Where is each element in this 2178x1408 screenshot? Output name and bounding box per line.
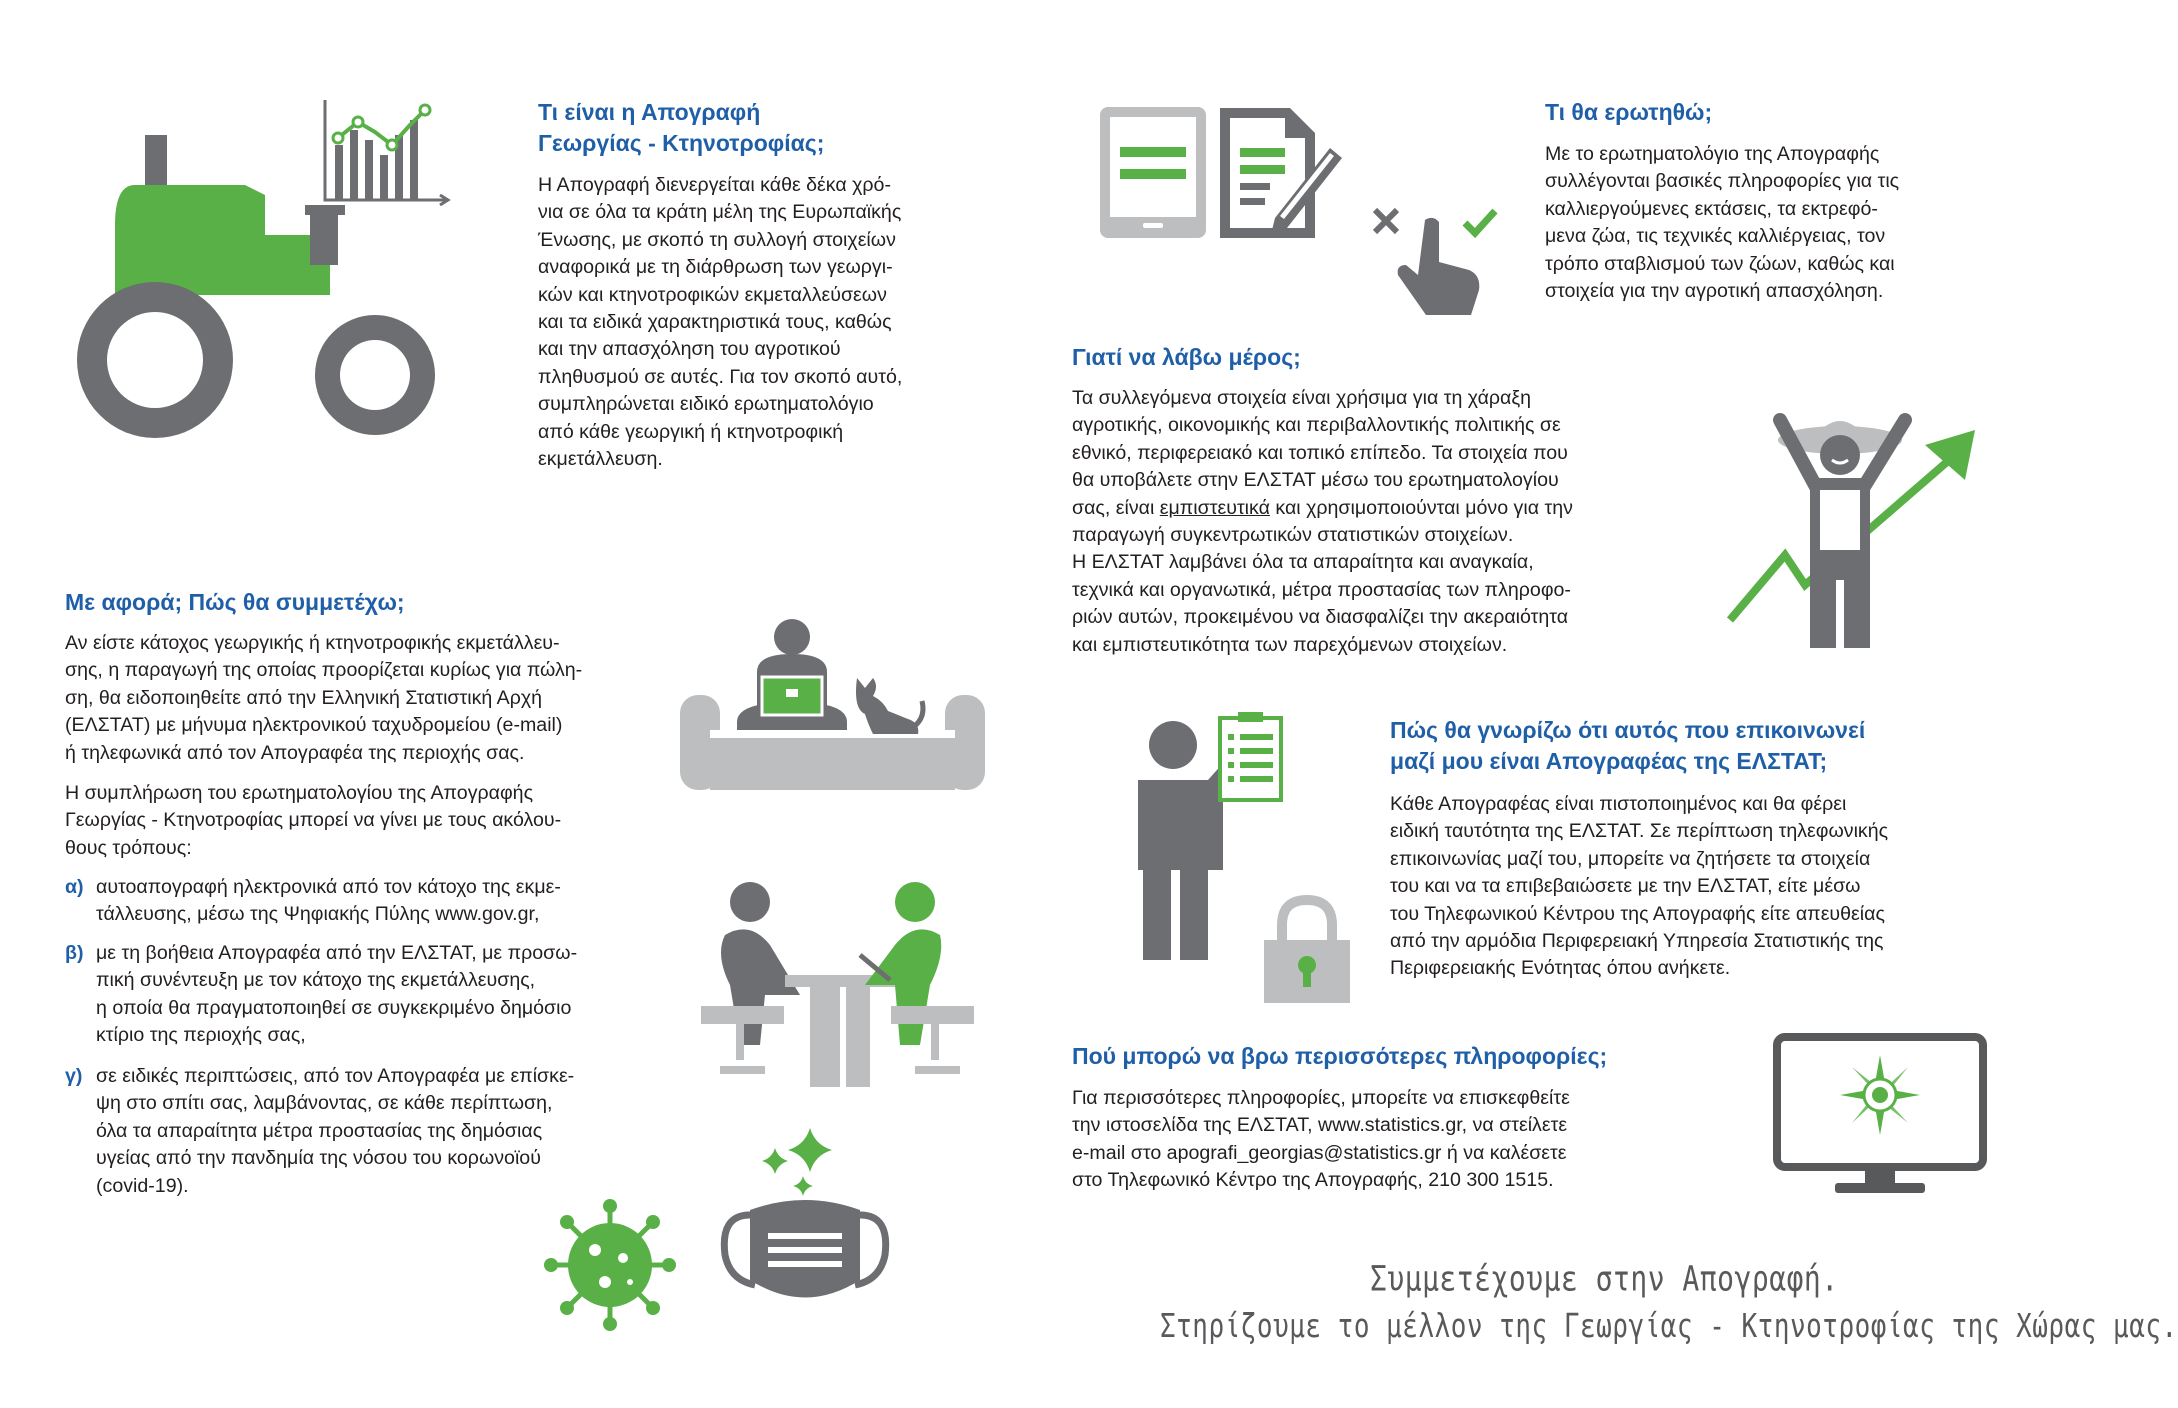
option-line: αυτοαπογραφή ηλεκτρονικά από τον κάτοχο της εκμε- <box>96 876 561 898</box>
body-line: και εμπιστευτικότητα των παρεχόμενων στοιχείων. <box>1072 633 1508 656</box>
elstat-logo-icon <box>1840 1055 1920 1135</box>
what-is-body <box>538 172 902 473</box>
body-line: Για περισσότερες πληροφορίες, μπορείτε να επισκεφθείτε <box>1072 1087 1570 1109</box>
sparkle-icon <box>755 1128 835 1198</box>
tablet-icon <box>1098 105 1208 240</box>
title-line: Τι είναι η Απογραφή <box>538 99 761 125</box>
body-line-confidential <box>1072 495 1573 522</box>
option-line: πική συνέντευξη με τον κάτοχο της εκμετάλλευσης, <box>96 969 536 992</box>
body-line: συλλέγονται βασικές πληροφορίες για τις <box>1545 170 1900 193</box>
option-line: ψη στο σπίτι σας, λαμβάνοντας, σε κάθε περίπτωση, <box>96 1092 553 1115</box>
what-asked-body <box>1545 141 1899 305</box>
body-line: Γεωργίας - Κτηνοτροφίας μπορεί να γίνει με τους ακόλου- <box>65 809 562 832</box>
option-c-marker: γ) <box>65 1065 83 1087</box>
body-line: Τα συλλεγόμενα στοιχεία είναι χρήσιμα για τη χάραξη <box>1072 387 1532 409</box>
cat-icon <box>852 673 927 738</box>
body-line: τρόπο σταβλισμού των ζώων, καθώς και <box>1545 252 1895 275</box>
body-line: σης, η παραγωγή της οποίας προορίζεται κυρίως για πώλη- <box>65 659 583 682</box>
body-line: επικοινωνίας μαζί του, μπορείτε να ζητήσετε τα στοιχεία <box>1390 847 1871 870</box>
person-laptop-icon <box>732 617 852 737</box>
slogan-line-2: Στηρίζουμε το μέλλον της Γεωργίας - Κτηνοτροφίας της Χώρας μας. <box>1160 1308 2178 1346</box>
body-line: κών και κτηνοτροφικών εκμεταλλεύσεων <box>538 283 887 306</box>
enumerator-title <box>1390 715 1865 777</box>
option-a-marker: α) <box>65 876 84 898</box>
option-line: με τη βοήθεια Απογραφέα από την ΕΛΣΤΑΤ, με προσω- <box>96 942 578 964</box>
body-line: του Τηλεφωνικού Κέντρου της Απογραφής είτε απευθείας <box>1390 902 1885 925</box>
body-line: Ένωσης, με σκοπό τη συλλογή στοιχείων <box>538 228 896 251</box>
body-line: Κάθε Απογραφέας είναι πιστοποιημένος και θα φέρει <box>1390 793 1847 815</box>
body-line: εκμετάλλευση. <box>538 448 663 471</box>
body-line: θα υποβάλετε στην ΕΛΣΤΑΤ μέσω του ερωτηματολογίου <box>1072 469 1559 492</box>
body-line: την ιστοσελίδα της ΕΛΣΤΑΤ, www.statistics.gr, να στείλετε <box>1072 1114 1568 1137</box>
option-b-marker: β) <box>65 942 84 964</box>
option-line: (covid-19). <box>96 1174 189 1197</box>
slogan-line-1: Συμμετέχουμε στην Απογραφή. <box>1370 1258 1839 1300</box>
body-line: ριών αυτών, προκειμένου να διασφαλίζει την ακεραιότητα <box>1072 606 1569 629</box>
what-is-title <box>538 97 824 159</box>
concerns-me-intro <box>65 630 582 767</box>
body-line: από την αρμόδια Περιφερειακή Υπηρεσία Στατιστικής της <box>1390 930 1884 953</box>
body-line: νια σε όλα τα κράτη μέλη της Ευρωπαϊκής <box>538 201 902 224</box>
body-line: ή τηλεφωνικά από τον Απογραφέα της περιοχής σας. <box>65 741 525 764</box>
body-line: ση, θα ειδοποιηθείτε από την Ελληνική Στατιστική Αρχή <box>65 686 543 709</box>
option-line: σε ειδικές περιπτώσεις, από τον Απογραφέα με επίσκε- <box>96 1065 575 1087</box>
confidential-word: εμπιστευτικά <box>1159 496 1270 519</box>
option-line: όλα τα απαραίτητα μέτρα προστασίας της δημόσιας <box>96 1119 543 1142</box>
interview-icon <box>700 880 980 1090</box>
title-line: Γεωργίας - Κτηνοτροφίας; <box>538 130 825 156</box>
body-line: και την απασχόληση του αγροτικού <box>538 338 841 361</box>
option-line: κτίριο της περιοχής σας, <box>96 1024 306 1047</box>
body-line: Η Απογραφή διενεργείται κάθε δέκα χρό- <box>538 174 891 196</box>
body-line: Η ΕΛΣΤΑΤ λαμβάνει όλα τα απαραίτητα και αναγκαία, <box>1072 551 1534 574</box>
body-line: καλλιεργούμενες εκτάσεις, τα εκτρεφό- <box>1545 197 1878 220</box>
body-line: από κάθε γεωργική ή κτηνοτροφική <box>538 420 844 443</box>
tap-hand-icon <box>1370 205 1500 315</box>
more-info-body <box>1072 1085 1570 1195</box>
why-participate-body <box>1072 385 1573 659</box>
clipboard-icon <box>1218 712 1283 802</box>
option-line: η οποία θα πραγματοποιηθεί σε συγκεκριμένο δημόσιο <box>96 996 572 1019</box>
body-line: συμπληρώνεται ειδικό ερωτηματολόγιο <box>538 393 874 416</box>
body-line: εθνικό, περιφερειακό και τοπικό επίπεδο. Τα στοιχεία που <box>1072 441 1568 464</box>
farmer-icon <box>1740 410 1930 650</box>
option-c-text <box>96 1063 574 1200</box>
body-line: μενα ζώα, τις τεχνικές καλλιέργειας, τον <box>1545 225 1886 248</box>
padlock-icon <box>1262 895 1352 1005</box>
title-line: Πώς θα γνωρίζω ότι αυτός που επικοινωνεί <box>1390 717 1866 743</box>
body-line: του και να τα επιβεβαιώσετε με την ΕΛΣΤΑΤ, είτε μέσω <box>1390 875 1861 898</box>
body-line: αναφορικά με τη διάρθρωση των γεωργι- <box>538 256 893 279</box>
text-segment: και χρησιμοποιούνται μόνο για την <box>1269 496 1573 519</box>
concerns-me-title: Με αφορά; Πώς θα συμμετέχω; <box>65 589 405 615</box>
document-pen-icon <box>1215 103 1355 243</box>
option-a-text <box>96 874 561 929</box>
why-participate-title: Γιατί να λάβω μέρος; <box>1072 344 1301 370</box>
more-info-title: Πού μπορώ να βρω περισσότερες πληροφορίες; <box>1072 1043 1608 1069</box>
what-asked-title: Τι θα ερωτηθώ; <box>1545 99 1713 125</box>
body-line: Με το ερωτηματολόγιο της Απογραφής <box>1545 143 1880 165</box>
title-line: μαζί μου είναι Απογραφέας της ΕΛΣΤΑΤ; <box>1390 748 1828 774</box>
option-b-text <box>96 940 577 1050</box>
body-line: στοιχεία για την αγροτική απασχόληση. <box>1545 280 1884 303</box>
body-line: και τα ειδικά χαρακτηριστικά τους, καθώς <box>538 311 892 334</box>
body-line: τεχνικά και οργανωτικά, μέτρα προστασίας των πληροφο- <box>1072 578 1571 601</box>
option-line: τάλλευσης, μέσω της Ψηφιακής Πύλης www.gov.gr, <box>96 903 540 926</box>
body-line: ειδική ταυτότητα της ΕΛΣΤΑΤ. Σε περίπτωση τηλεφωνικής <box>1390 820 1889 843</box>
mask-icon <box>720 1195 890 1305</box>
enumerator-body <box>1390 791 1888 983</box>
body-line: πληθυσμού σε αυτές. Για τον σκοπό αυτό, <box>538 365 903 388</box>
option-line: υγείας από την πανδημία της νόσου του κορωνοϊού <box>96 1147 541 1170</box>
body-line: e-mail στο apografi_georgias@statistics.gr ή να καλέσετε <box>1072 1141 1567 1164</box>
body-line: Περιφερειακής Ενότητας όπου ανήκετε. <box>1390 957 1731 980</box>
bar-chart-icon <box>320 100 450 210</box>
body-line: Η συμπλήρωση του ερωτηματολογίου της Απογραφής <box>65 782 534 804</box>
concerns-me-ways <box>65 780 561 862</box>
body-line: στο Τηλεφωνικό Κέντρο της Απογραφής, 210 300 1515. <box>1072 1169 1554 1192</box>
body-line: Αν είστε κάτοχος γεωργικής ή κτηνοτροφικής εκμετάλλευ- <box>65 632 560 654</box>
body-line: (ΕΛΣΤΑΤ) με μήνυμα ηλεκτρονικού ταχυδρομείου (e-mail) <box>65 714 563 737</box>
body-line: θους τρόπους: <box>65 836 192 859</box>
virus-icon <box>545 1200 675 1330</box>
body-line: αγροτικής, οικονομικής και περιβαλλοντικής πολιτικής σε <box>1072 414 1561 437</box>
text-segment: σας, είναι <box>1072 496 1160 519</box>
body-line: παραγωγή συγκεντρωτικών στατιστικών στοιχείων. <box>1072 524 1514 547</box>
